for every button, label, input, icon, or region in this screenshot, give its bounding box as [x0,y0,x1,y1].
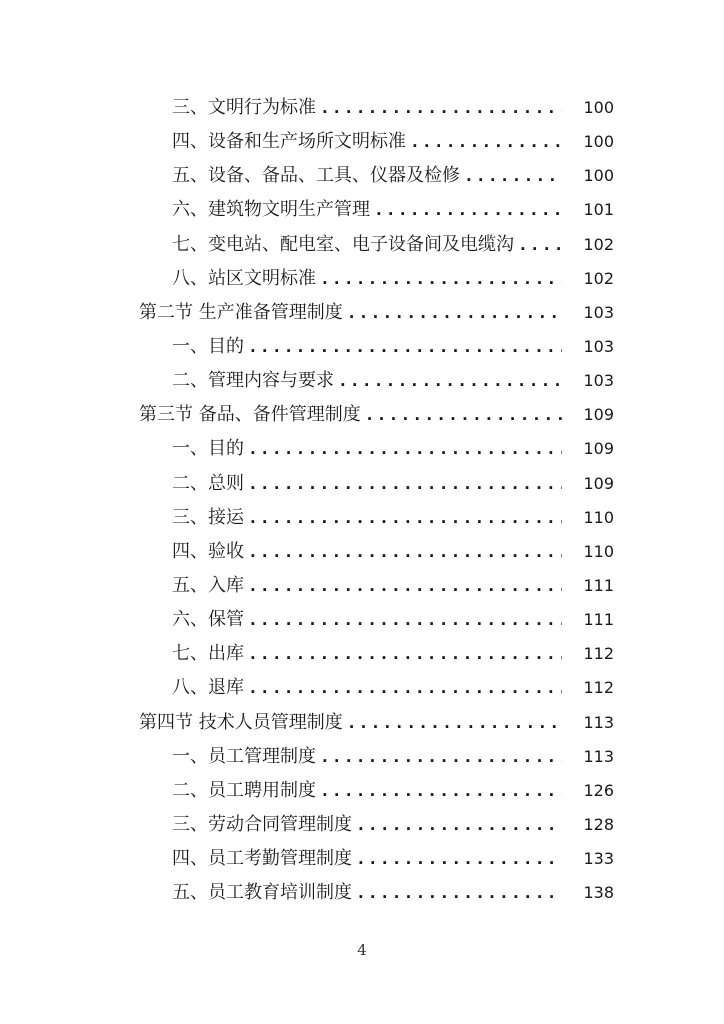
toc-entry-page: 100 [562,159,614,193]
toc-dot-leader [250,637,562,671]
toc-dot-leader [250,467,562,501]
toc-dot-leader [250,671,562,705]
toc-dot-leader [376,193,562,227]
toc-dot-leader [358,808,562,842]
toc-entry[interactable] [0,740,724,774]
toc-section-heading[interactable] [0,398,724,432]
toc-dot-leader [322,740,562,774]
toc-entry-page: 112 [562,671,614,705]
toc-entry-page: 103 [562,364,614,398]
toc-entry-page: 103 [562,296,614,330]
toc-entry-page: 133 [562,842,614,876]
toc-entry-title: 五、员工教育培训制度 [172,876,358,910]
toc-entry[interactable] [0,842,724,876]
toc-dot-leader [322,774,562,808]
toc-entry-title: 四、设备和生产场所文明标准 [172,125,412,159]
toc-entry-page: 111 [562,569,614,603]
toc-entry-page: 128 [562,808,614,842]
toc-entry-title: 八、站区文明标准 [172,262,322,296]
toc-entry[interactable] [0,774,724,808]
toc-dot-leader [250,330,562,364]
toc-entry-title: 一、目的 [172,330,250,364]
toc-section-heading[interactable] [0,296,724,330]
toc-entry-title: 八、退库 [172,671,250,705]
toc-entry-page: 126 [562,774,614,808]
toc-dot-leader [250,603,562,637]
toc-entry[interactable] [0,603,724,637]
toc-dot-leader [250,569,562,603]
table-of-contents [0,91,724,910]
toc-entry[interactable] [0,432,724,466]
toc-entry-title: 七、出库 [172,637,250,671]
toc-entry-page: 103 [562,330,614,364]
toc-entry-page: 113 [562,706,614,740]
toc-entry-title: 四、员工考勤管理制度 [172,842,358,876]
toc-entry-page: 102 [562,228,614,262]
toc-entry-page: 109 [562,398,614,432]
toc-entry-page: 113 [562,740,614,774]
toc-entry-page: 138 [562,876,614,910]
toc-entry[interactable] [0,637,724,671]
toc-entry-title: 六、建筑物文明生产管理 [172,193,376,227]
toc-dot-leader [358,876,562,910]
toc-entry-title: 第四节 技术人员管理制度 [139,706,349,740]
toc-dot-leader [250,535,562,569]
toc-entry-page: 101 [562,193,614,227]
toc-entry-title: 三、接运 [172,501,250,535]
toc-entry-title: 第三节 备品、备件管理制度 [139,398,367,432]
toc-entry[interactable] [0,125,724,159]
toc-entry-title: 二、管理内容与要求 [172,364,340,398]
toc-entry-page: 109 [562,467,614,501]
toc-entry[interactable] [0,876,724,910]
toc-dot-leader [250,501,562,535]
toc-entry-title: 一、目的 [172,432,250,466]
toc-entry[interactable] [0,193,724,227]
toc-entry-page: 109 [562,432,614,466]
toc-entry-page: 110 [562,535,614,569]
toc-dot-leader [349,296,562,330]
toc-entry-page: 102 [562,262,614,296]
toc-dot-leader [340,364,562,398]
toc-entry-page: 111 [562,603,614,637]
toc-entry-title: 七、变电站、配电室、电子设备间及电缆沟 [172,228,520,262]
toc-entry-title: 三、文明行为标准 [172,91,322,125]
toc-entry[interactable] [0,91,724,125]
toc-entry[interactable] [0,808,724,842]
toc-dot-leader [520,228,562,262]
toc-entry-title: 二、员工聘用制度 [172,774,322,808]
toc-entry[interactable] [0,228,724,262]
toc-entry-page: 100 [562,91,614,125]
toc-entry-page: 112 [562,637,614,671]
toc-entry-title: 三、劳动合同管理制度 [172,808,358,842]
toc-entry[interactable] [0,364,724,398]
toc-entry-title: 五、设备、备品、工具、仪器及检修 [172,159,466,193]
toc-dot-leader [466,159,562,193]
toc-dot-leader [322,91,562,125]
toc-entry[interactable] [0,262,724,296]
toc-entry[interactable] [0,467,724,501]
toc-entry[interactable] [0,159,724,193]
toc-entry-title: 六、保管 [172,603,250,637]
toc-entry[interactable] [0,330,724,364]
toc-entry[interactable] [0,501,724,535]
toc-entry-page: 110 [562,501,614,535]
toc-entry[interactable] [0,535,724,569]
toc-section-heading[interactable] [0,706,724,740]
toc-entry-page: 100 [562,125,614,159]
toc-entry-title: 五、入库 [172,569,250,603]
toc-dot-leader [349,706,562,740]
toc-entry[interactable] [0,671,724,705]
toc-dot-leader [322,262,562,296]
toc-entry-title: 二、总则 [172,467,250,501]
toc-dot-leader [367,398,562,432]
toc-entry[interactable] [0,569,724,603]
toc-entry-title: 一、员工管理制度 [172,740,322,774]
toc-dot-leader [412,125,562,159]
page-number: 4 [357,941,367,959]
toc-dot-leader [358,842,562,876]
toc-dot-leader [250,432,562,466]
toc-entry-title: 四、验收 [172,535,250,569]
toc-entry-title: 第二节 生产准备管理制度 [139,296,349,330]
